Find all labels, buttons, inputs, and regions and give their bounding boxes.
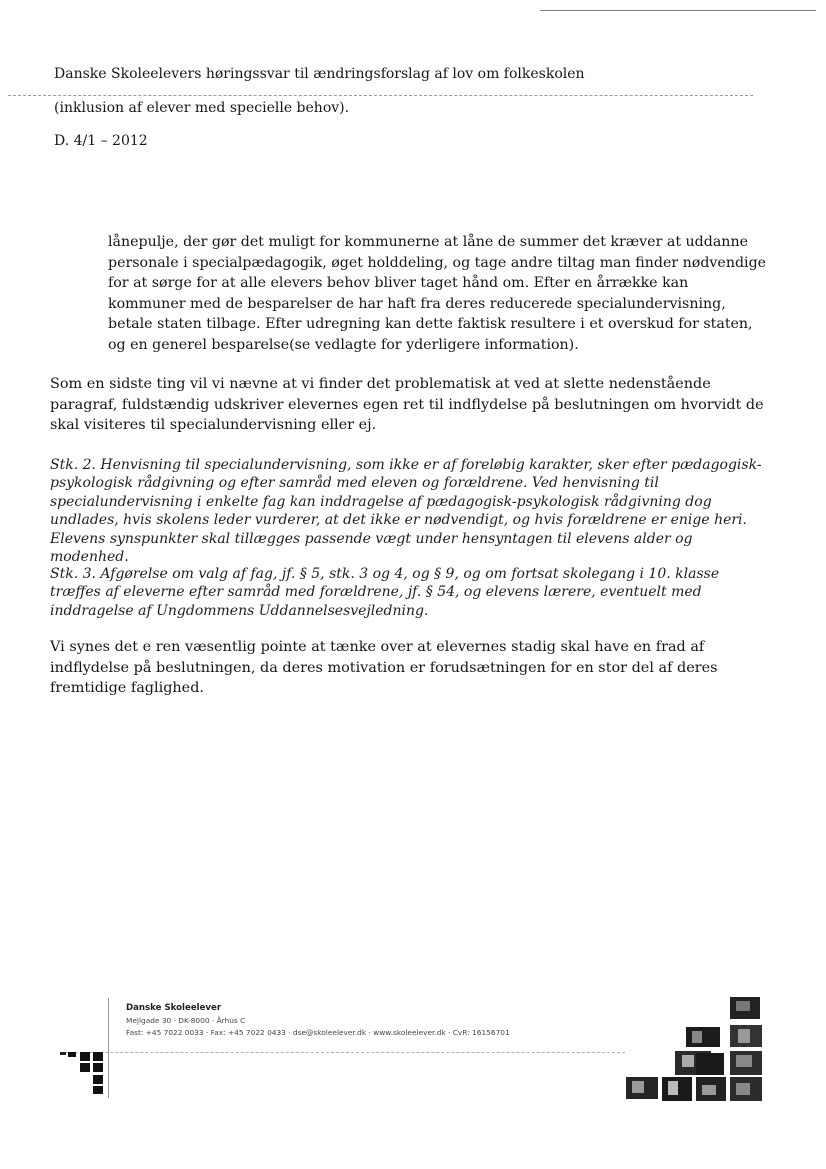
footer-divider-vertical: [108, 998, 109, 1098]
footer-contact: Fast: +45 7022 0033 · Fax: +45 7022 0433 · dse@skoleelever.dk · www.skoleelever.dk · CvR: 16156701: [126, 1028, 510, 1037]
closing-paragraph: Vi synes det e ren væsentlig pointe at tænke over at elevernes stadig skal have en frad af indflydelse på beslutningen, da deres motivation er forudsætningen for en stor del af deres fremtidige faglighed.: [50, 639, 718, 697]
footer-org-name: Danske Skoleelever: [126, 1003, 222, 1013]
law-quote-stk3: Stk. 3. Afgørelse om valg af fag, jf. § 5, stk. 3 og 4, og § 9, og om fortsat skolegang i 10. klasse træffes af eleverne efter samråd med forældrene, jf. § 54, og elevens lærere, eventuelt med inddragelse af Ungdommens Uddannelsesvejledning.: [50, 566, 720, 619]
document-title: Danske Skoleelevers høringssvar til ændringsforslag af lov om folkeskolen: [54, 66, 585, 82]
photo-collage-icon: [620, 995, 770, 1105]
document-subtitle: (inklusion af elever med specielle behov).: [54, 100, 350, 116]
footer-address: Mejlgade 30 · DK-8000 · Århus C: [126, 1016, 246, 1025]
document-date: D. 4/1 – 2012: [54, 133, 148, 149]
scan-edge-line: [540, 10, 816, 11]
scan-dashed-line: [8, 95, 753, 96]
law-quote-stk2: Stk. 2. Henvisning til specialundervisning, som ikke er af foreløbig karakter, sker efter pædagogisk-psykologisk rådgivning og efter samråd med eleven og forældrene. Ved henvisning til specialundervisning i enkelte fag kan inddragelse af pædagogisk-psykologisk rådgivning dog undlades, hvis skolens leder vurderer, at det ikke er nødvendigt, og hvis forældrene er enige heri. Elevens synspunkter skal tillægges passende vægt under hensyntagen til elevens alder og modenhed.: [50, 457, 762, 566]
indented-paragraph: lånepulje, der gør det muligt for kommunerne at låne de summer det kræver at uddanne personale i specialpædagogik, øget holddeling, og tage andre tiltag man finder nødvendige for at sørge for at alle elevers behov bliver taget hånd om. Efter en årrække kan kommuner med de besparelser de har haft fra deres reducerede specialundervisning, betale staten tilbage. Efter udregning kan dette faktisk resultere i et overskud for staten, og en generel besparelse(se vedlagte for yderligere information).: [108, 234, 767, 353]
logo-icon: [60, 1052, 108, 1094]
body-paragraph: Som en sidste ting vil vi nævne at vi finder det problematisk at ved at slette nedenstående paragraf, fuldstændig udskriver elevernes egen ret til indflydelse på beslutningen om hvorvidt de skal visiteres til specialundervisning eller ej.: [50, 376, 764, 434]
footer-divider-horizontal: [60, 1052, 625, 1053]
